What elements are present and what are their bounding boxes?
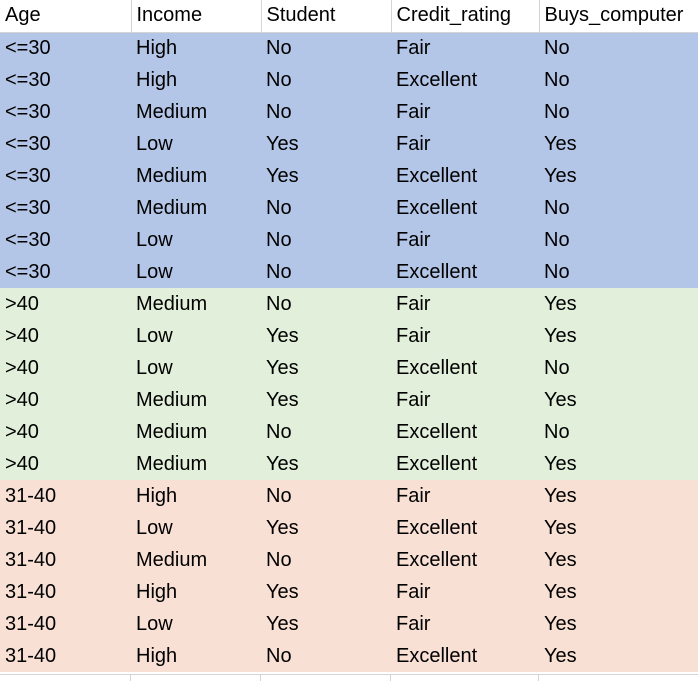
cell-income[interactable]: High — [131, 32, 261, 64]
cell-credit-rating[interactable]: Fair — [391, 576, 539, 608]
cell-age[interactable]: >40 — [0, 448, 131, 480]
cell-student[interactable]: Yes — [261, 576, 391, 608]
table-row — [0, 288, 698, 320]
cell-income[interactable]: Medium — [131, 384, 261, 416]
cell-income[interactable]: Medium — [131, 192, 261, 224]
cell-credit-rating[interactable]: Fair — [391, 608, 539, 640]
cell-age[interactable]: >40 — [0, 288, 131, 320]
cell-credit-rating[interactable]: Fair — [391, 224, 539, 256]
cell-credit-rating[interactable]: Excellent — [391, 160, 539, 192]
cell-age[interactable]: 31-40 — [0, 576, 131, 608]
cell-buys-computer[interactable]: No — [539, 32, 698, 64]
table-row — [0, 416, 698, 448]
cell-credit-rating[interactable]: Excellent — [391, 544, 539, 576]
cell-student[interactable]: No — [261, 32, 391, 64]
cell-buys-computer[interactable]: Yes — [539, 512, 698, 544]
table-row — [0, 640, 698, 672]
cell-buys-computer[interactable]: Yes — [539, 160, 698, 192]
cell-credit-rating[interactable]: Excellent — [391, 192, 539, 224]
cell-income[interactable]: High — [131, 640, 261, 672]
cell-buys-computer[interactable]: No — [539, 224, 698, 256]
table-row — [0, 384, 698, 416]
cell-student[interactable]: Yes — [261, 352, 391, 384]
cell-income[interactable]: Low — [131, 512, 261, 544]
cell-age[interactable]: <=30 — [0, 128, 131, 160]
cell-income[interactable]: Low — [131, 256, 261, 288]
table-row — [0, 576, 698, 608]
cell-credit-rating[interactable]: Fair — [391, 32, 539, 64]
cell-student[interactable]: No — [261, 288, 391, 320]
cell-credit-rating[interactable]: Excellent — [391, 512, 539, 544]
cell-student[interactable]: No — [261, 64, 391, 96]
cell-credit-rating[interactable]: Fair — [391, 96, 539, 128]
table-row — [0, 160, 698, 192]
table-row — [0, 320, 698, 352]
table-row — [0, 128, 698, 160]
cell-income[interactable]: High — [131, 480, 261, 512]
cell-credit-rating[interactable]: Fair — [391, 320, 539, 352]
cell-age[interactable]: <=30 — [0, 96, 131, 128]
header-cell-income[interactable]: Income — [131, 0, 261, 32]
cell-credit-rating[interactable]: Fair — [391, 384, 539, 416]
header-cell-credit-rating[interactable]: Credit_rating — [391, 0, 539, 32]
cell-age[interactable]: 31-40 — [0, 544, 131, 576]
cell-age[interactable]: <=30 — [0, 160, 131, 192]
cell-age[interactable]: >40 — [0, 416, 131, 448]
cell-credit-rating[interactable]: Fair — [391, 480, 539, 512]
table-row — [0, 64, 698, 96]
cell-age[interactable]: >40 — [0, 320, 131, 352]
cell-student[interactable]: Yes — [261, 512, 391, 544]
cell-income[interactable]: Low — [131, 224, 261, 256]
cell-buys-computer[interactable]: No — [539, 256, 698, 288]
cell-student[interactable]: No — [261, 480, 391, 512]
cell-buys-computer[interactable]: No — [539, 64, 698, 96]
table-row — [0, 256, 698, 288]
table-row — [0, 544, 698, 576]
cell-age[interactable]: 31-40 — [0, 480, 131, 512]
cell-credit-rating[interactable]: Excellent — [391, 448, 539, 480]
cell-buys-computer[interactable]: Yes — [539, 640, 698, 672]
cell-credit-rating[interactable]: Excellent — [391, 256, 539, 288]
table-row — [0, 32, 698, 64]
table-row — [0, 608, 698, 640]
cell-buys-computer[interactable]: Yes — [539, 320, 698, 352]
cell-income[interactable]: Medium — [131, 544, 261, 576]
cell-credit-rating[interactable]: Fair — [391, 288, 539, 320]
cell-buys-computer[interactable]: Yes — [539, 288, 698, 320]
table-row — [0, 352, 698, 384]
cell-income[interactable]: High — [131, 64, 261, 96]
table-row — [0, 96, 698, 128]
cell-student[interactable]: No — [261, 416, 391, 448]
table-row — [0, 448, 698, 480]
cell-credit-rating[interactable]: Excellent — [391, 416, 539, 448]
cell-student[interactable]: No — [261, 256, 391, 288]
cell-income[interactable]: Low — [131, 352, 261, 384]
table-row — [0, 192, 698, 224]
cell-student[interactable]: Yes — [261, 448, 391, 480]
cell-age[interactable]: <=30 — [0, 224, 131, 256]
cell-student[interactable]: Yes — [261, 320, 391, 352]
table-body — [0, 32, 698, 672]
cell-student[interactable]: No — [261, 640, 391, 672]
cell-income[interactable]: Medium — [131, 416, 261, 448]
cell-age[interactable]: <=30 — [0, 256, 131, 288]
cell-age[interactable]: 31-40 — [0, 608, 131, 640]
cell-buys-computer[interactable]: Yes — [539, 576, 698, 608]
cell-student[interactable]: No — [261, 192, 391, 224]
cell-buys-computer[interactable]: No — [539, 96, 698, 128]
cell-income[interactable]: Medium — [131, 96, 261, 128]
cell-student[interactable]: Yes — [261, 384, 391, 416]
cell-age[interactable]: 31-40 — [0, 640, 131, 672]
cell-credit-rating[interactable]: Excellent — [391, 64, 539, 96]
cell-age[interactable]: >40 — [0, 384, 131, 416]
cell-buys-computer[interactable]: Yes — [539, 480, 698, 512]
header-row — [0, 0, 698, 32]
cell-buys-computer[interactable]: Yes — [539, 384, 698, 416]
cell-credit-rating[interactable]: Excellent — [391, 352, 539, 384]
cell-credit-rating[interactable]: Excellent — [391, 640, 539, 672]
cell-student[interactable]: Yes — [261, 608, 391, 640]
cell-student[interactable]: No — [261, 224, 391, 256]
cell-age[interactable]: 31-40 — [0, 512, 131, 544]
cell-age[interactable]: <=30 — [0, 192, 131, 224]
cell-income[interactable]: Medium — [131, 288, 261, 320]
table-row — [0, 480, 698, 512]
cell-student[interactable]: Yes — [261, 128, 391, 160]
cell-age[interactable]: <=30 — [0, 64, 131, 96]
cell-student[interactable]: No — [261, 544, 391, 576]
cell-buys-computer[interactable]: No — [539, 192, 698, 224]
cell-age[interactable]: <=30 — [0, 32, 131, 64]
cell-student[interactable]: Yes — [261, 160, 391, 192]
cell-buys-computer[interactable]: Yes — [539, 128, 698, 160]
cell-income[interactable]: Low — [131, 128, 261, 160]
cell-income[interactable]: Low — [131, 608, 261, 640]
table-row — [0, 224, 698, 256]
cell-income[interactable]: Low — [131, 320, 261, 352]
header-cell-student[interactable]: Student — [261, 0, 391, 32]
cell-buys-computer[interactable]: No — [539, 416, 698, 448]
cell-credit-rating[interactable]: Fair — [391, 128, 539, 160]
header-cell-age[interactable]: Age — [0, 0, 131, 32]
table-row — [0, 512, 698, 544]
cell-buys-computer[interactable]: No — [539, 352, 698, 384]
cell-buys-computer[interactable]: Yes — [539, 448, 698, 480]
cell-age[interactable]: >40 — [0, 352, 131, 384]
cell-student[interactable]: No — [261, 96, 391, 128]
cell-income[interactable]: Medium — [131, 160, 261, 192]
cell-buys-computer[interactable]: Yes — [539, 608, 698, 640]
cell-income[interactable]: High — [131, 576, 261, 608]
cell-buys-computer[interactable]: Yes — [539, 544, 698, 576]
cell-income[interactable]: Medium — [131, 448, 261, 480]
header-cell-buys-computer[interactable]: Buys_computer — [539, 0, 698, 32]
